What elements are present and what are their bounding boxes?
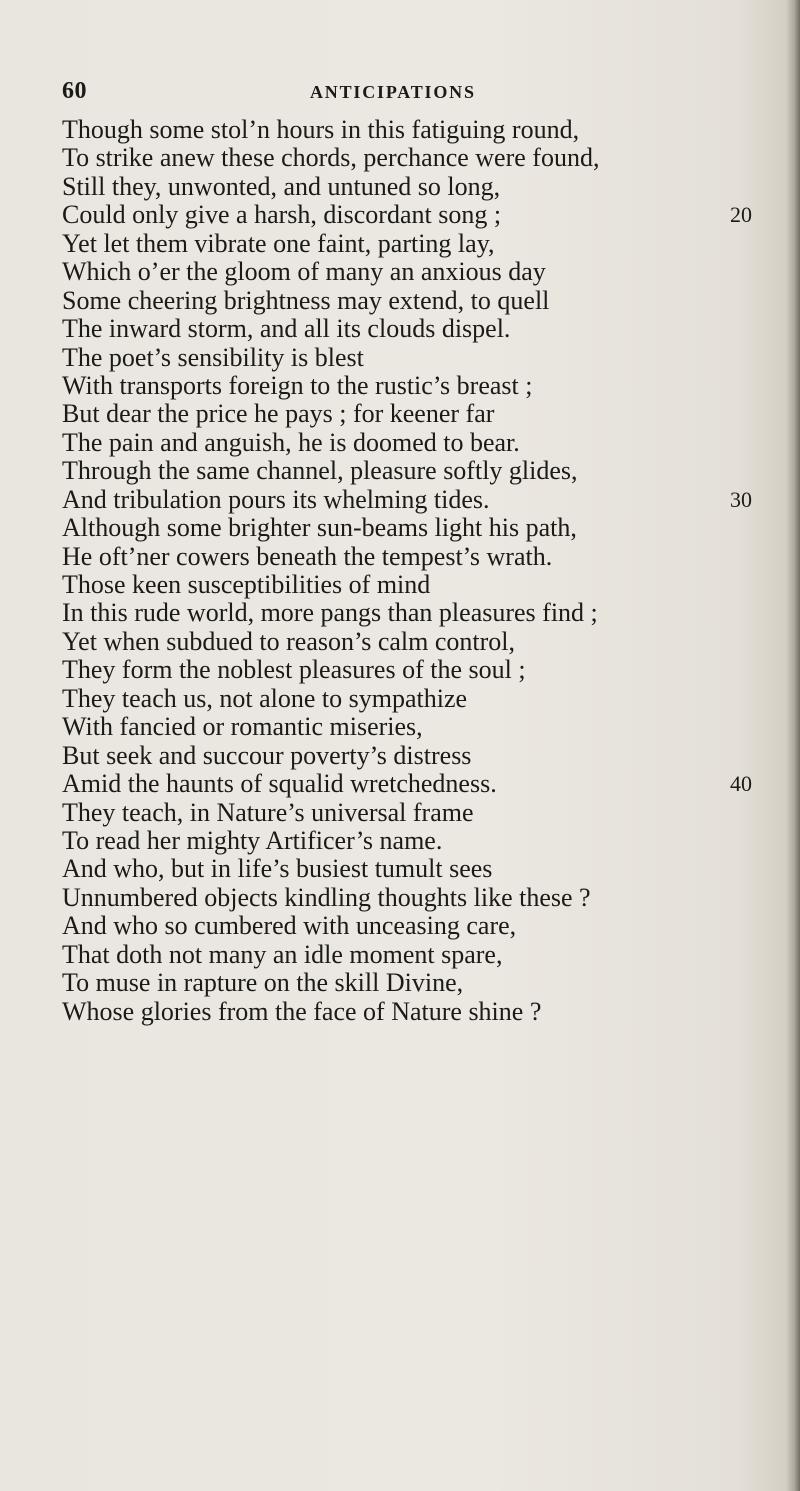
poem-line xyxy=(62,543,762,571)
page-edge-shadow xyxy=(786,0,800,1491)
poem-line xyxy=(62,599,762,627)
poem-line-text: With transports foreign to the rustic’s breast ; xyxy=(62,370,533,400)
poem-line xyxy=(62,372,762,400)
poem-line-text: They teach, in Nature’s universal frame xyxy=(62,797,474,827)
poem-line xyxy=(62,571,762,599)
poem-line-text: Whose glories from the face of Nature shine ? xyxy=(62,996,542,1026)
poem-line xyxy=(62,770,762,798)
poem-line-text: Those keen susceptibilities of mind xyxy=(62,570,431,599)
poem-line xyxy=(62,998,762,1026)
line-number: 40 xyxy=(730,771,752,797)
line-number: 30 xyxy=(730,486,752,512)
poem-line-text: The inward storm, and all its clouds dispel. xyxy=(62,314,511,344)
poem-line xyxy=(62,685,762,713)
page-header xyxy=(0,78,800,108)
poem-line xyxy=(62,116,762,144)
poem-line xyxy=(62,827,762,855)
poem-line-text: He oft’ner cowers beneath the tempest’s wrath. xyxy=(62,541,553,571)
poem-line-text: Through the same channel, pleasure softly glides, xyxy=(62,456,578,486)
poem-line-text: Some cheering brightness may extend, to quell xyxy=(62,285,550,315)
poem-line-text: With fancied or romantic miseries, xyxy=(62,712,423,742)
poem-line-text: To muse in rapture on the skill Divine, xyxy=(62,968,464,998)
poem-line xyxy=(62,713,762,741)
poem-line-text: That doth not many an idle moment spare, xyxy=(62,939,503,969)
poem-line-text: Though some stol’n hours in this fatiguing round, xyxy=(62,115,580,144)
poem-line xyxy=(62,855,762,883)
poem-line-text: In this rude world, more pangs than pleasures find ; xyxy=(62,598,598,628)
poem-line-text: Although some brighter sun-beams light his path, xyxy=(62,513,577,543)
poem-line xyxy=(62,173,762,201)
poem-line-text: Still they, unwonted, and untuned so long, xyxy=(62,171,501,201)
poem-line-text: They form the noblest pleasures of the soul ; xyxy=(62,655,526,685)
poem-line-text: Unnumbered objects kindling thoughts like these ? xyxy=(62,882,591,912)
poem-line-text: Which o’er the gloom of many an anxious day xyxy=(62,257,546,287)
poem-line xyxy=(62,799,762,827)
poem-line-text: To read her mighty Artificer’s name. xyxy=(62,825,443,855)
poem-line xyxy=(62,429,762,457)
poem-line xyxy=(62,144,762,172)
poem-line xyxy=(62,941,762,969)
poem-line xyxy=(62,656,762,684)
poem-line-text: And who, but in life’s busiest tumult sees xyxy=(62,854,493,884)
poem-line xyxy=(62,201,762,229)
poem-line xyxy=(62,457,762,485)
poem-line xyxy=(62,258,762,286)
poem-line-text: The pain and anguish, he is doomed to bear. xyxy=(62,427,520,457)
poem-line-text: Could only give a harsh, discordant song ; xyxy=(62,200,502,230)
poem-line-text: And who so cumbered with unceasing care, xyxy=(62,911,517,941)
poem-line xyxy=(62,884,762,912)
poem-line xyxy=(62,287,762,315)
poem-line xyxy=(62,344,762,372)
poem-line-text: Yet when subdued to reason’s calm control, xyxy=(62,626,516,656)
poem-line xyxy=(62,912,762,940)
running-head: ANTICIPATIONS xyxy=(310,82,476,102)
poem-line-text: But seek and succour poverty’s distress xyxy=(62,740,472,770)
poem-line-text: The poet’s sensibility is blest xyxy=(62,342,364,372)
poem-line xyxy=(62,514,762,542)
poem-line xyxy=(62,628,762,656)
poem-line xyxy=(62,486,762,514)
poem-body xyxy=(62,116,762,1026)
line-number: 20 xyxy=(730,202,752,228)
poem-line-text: Amid the haunts of squalid wretchedness. xyxy=(62,769,497,799)
poem-line xyxy=(62,969,762,997)
poem-line-text: They teach us, not alone to sympathize xyxy=(62,683,468,713)
poem-line-text: And tribulation pours its whelming tides. xyxy=(62,484,490,514)
poem-line xyxy=(62,315,762,343)
poem-line-text: Yet let them vibrate one faint, parting lay, xyxy=(62,228,495,258)
page-number: 60 xyxy=(62,78,87,104)
poem-line xyxy=(62,230,762,258)
poem-line xyxy=(62,742,762,770)
poem-line-text: To strike anew these chords, perchance were found, xyxy=(62,143,600,173)
poem-line xyxy=(62,400,762,428)
poem-line-text: But dear the price he pays ; for keener far xyxy=(62,399,495,429)
